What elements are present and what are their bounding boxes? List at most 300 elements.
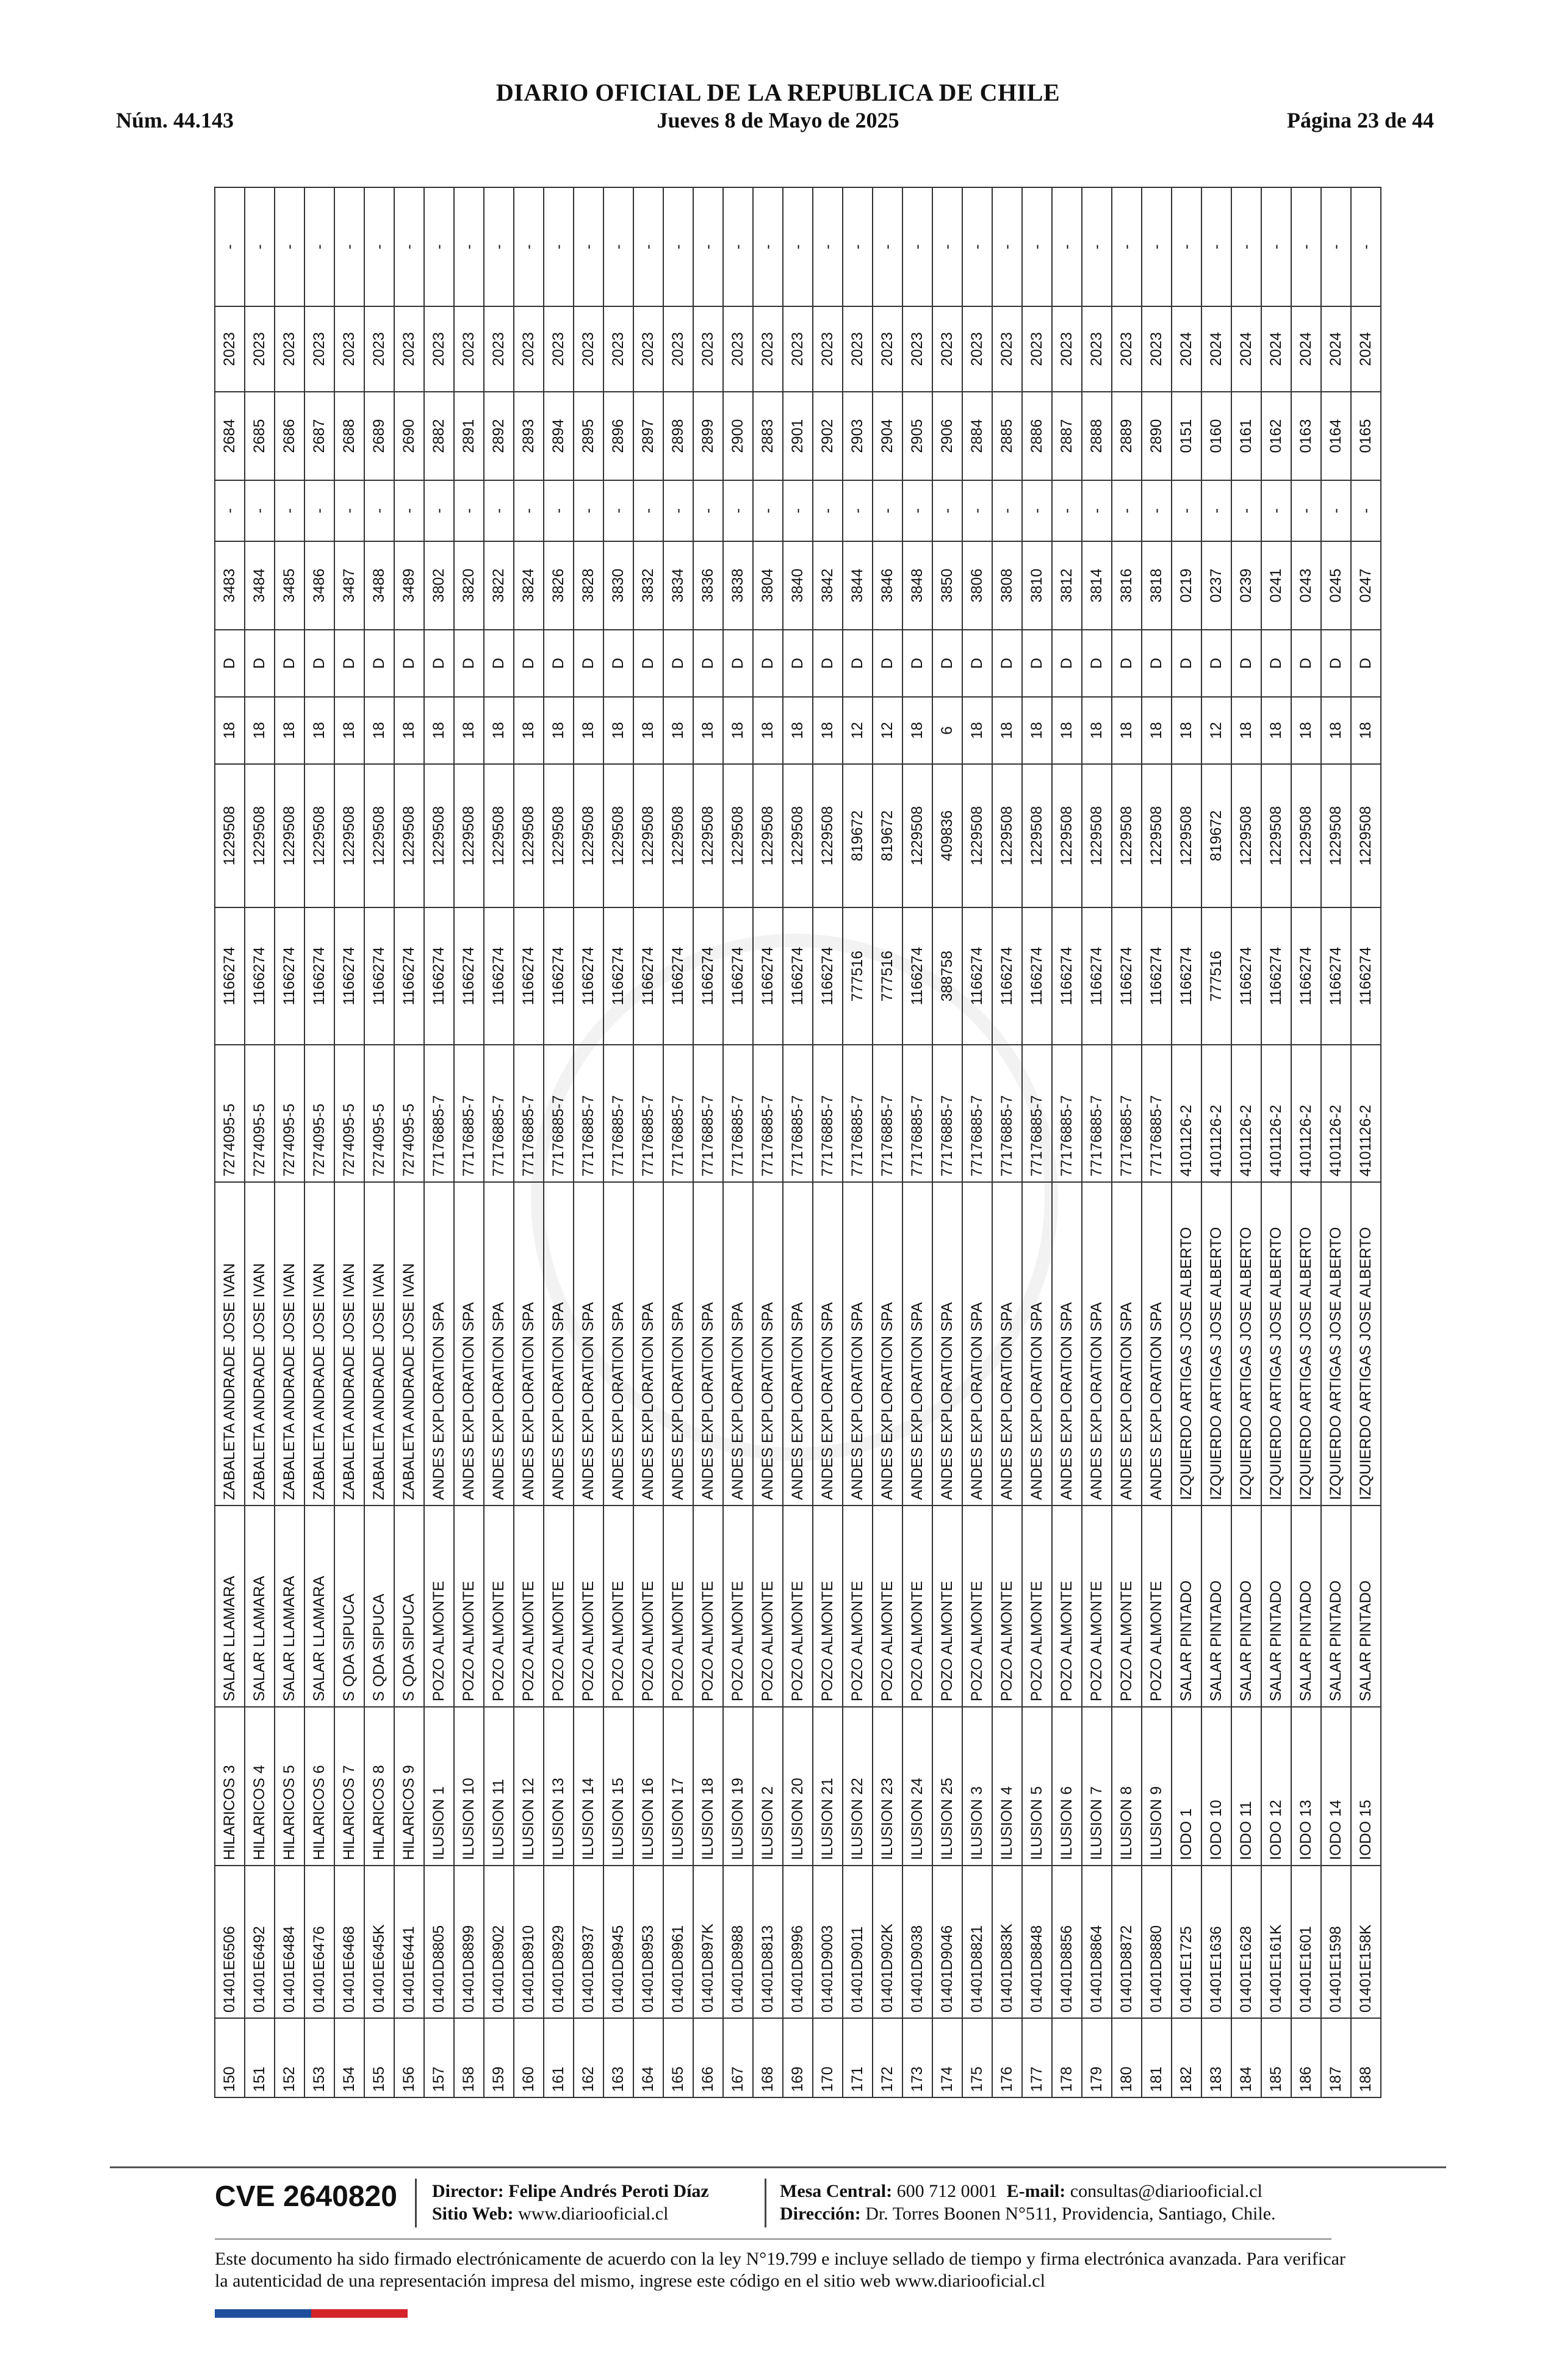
- table-cell-col-year: 2023: [544, 306, 574, 392]
- table-cell-col-dash: -: [633, 480, 663, 541]
- table-cell-owner-name: ZABALETA ANDRADE JOSE IVAN: [334, 1182, 364, 1506]
- table-cell-col-hectares: 18: [1231, 697, 1261, 764]
- table-cell-col-hectares: 18: [723, 697, 753, 764]
- table-cell-concession-name: IODO 15: [1351, 1707, 1381, 1866]
- table-cell-col-value-b: 1229508: [633, 764, 663, 907]
- table-cell-row-number: 184: [1231, 2018, 1261, 2097]
- table-cell-owner-rut: 77176885-7: [603, 1045, 633, 1182]
- table-cell-col-year: 2023: [813, 306, 843, 392]
- table-cell-col-number: 2894: [544, 392, 574, 480]
- table-cell-col-hectares: 18: [1112, 697, 1142, 764]
- table-cell-mining-code: 01401D9038: [902, 1866, 932, 2018]
- table-cell-owner-rut: 77176885-7: [813, 1045, 843, 1182]
- table-cell-locality: S QDA SIPUCA: [394, 1506, 424, 1707]
- table-cell-row-number: 161: [544, 2018, 574, 2097]
- registry-table: [214, 187, 1381, 2098]
- table-cell-row-number: 159: [484, 2018, 514, 2097]
- table-cell-col-hectares: 18: [364, 697, 394, 764]
- table-cell-mining-code: 01401D8848: [1022, 1866, 1052, 2018]
- table-cell-col-note: -: [514, 187, 544, 306]
- table-cell-col-value-a: 1166274: [1112, 907, 1142, 1045]
- table-cell-col-hectares: 18: [394, 697, 424, 764]
- table-cell-col-number: 2892: [484, 392, 514, 480]
- table-cell-col-value-a: 1166274: [693, 907, 723, 1045]
- table-cell-row-number: 181: [1142, 2018, 1172, 2097]
- table-cell-locality: POZO ALMONTE: [514, 1506, 544, 1707]
- table-cell-col-value-a: 1166274: [603, 907, 633, 1045]
- registry-table-rotated: [214, 188, 1374, 2098]
- table-cell-col-value-b: 1229508: [1052, 764, 1082, 907]
- table-cell-col-folio: 3812: [1052, 541, 1082, 630]
- table-cell-col-value-b: 1229508: [693, 764, 723, 907]
- table-cell-row-number: 187: [1321, 2018, 1351, 2097]
- table-cell-owner-name: ANDES EXPLORATION SPA: [962, 1182, 992, 1506]
- table-cell-col-type: D: [902, 630, 932, 697]
- table-cell-col-dash: -: [1022, 480, 1052, 541]
- table-cell-col-note: -: [1201, 187, 1231, 306]
- table-cell-owner-rut: 77176885-7: [663, 1045, 693, 1182]
- table-cell-col-number: 2901: [783, 392, 813, 480]
- table-cell-locality: POZO ALMONTE: [1142, 1506, 1172, 1707]
- table-cell-col-dash: -: [514, 480, 544, 541]
- table-cell-owner-name: ANDES EXPLORATION SPA: [633, 1182, 663, 1506]
- table-cell-locality: SALAR LLAMARA: [275, 1506, 304, 1707]
- table-cell-col-note: -: [753, 187, 783, 306]
- table-cell-col-number: 2690: [394, 392, 424, 480]
- table-cell-col-value-b: 1229508: [962, 764, 992, 907]
- table-cell-owner-name: ZABALETA ANDRADE JOSE IVAN: [275, 1182, 304, 1506]
- table-cell-col-year: 2023: [275, 306, 304, 392]
- table-cell-col-note: -: [394, 187, 424, 306]
- table-cell-col-hectares: 18: [1351, 697, 1381, 764]
- table-cell-col-hectares: 18: [424, 697, 454, 764]
- table-cell-col-note: -: [245, 187, 275, 306]
- table-cell-col-number: 2898: [663, 392, 693, 480]
- table-cell-col-value-a: 1166274: [813, 907, 843, 1045]
- table-cell-col-year: 2023: [693, 306, 723, 392]
- table-cell-col-folio: 3828: [574, 541, 603, 630]
- table-cell-col-type: D: [1231, 630, 1261, 697]
- table-cell-col-value-b: 1229508: [215, 764, 245, 907]
- table-cell-col-folio: 0237: [1201, 541, 1231, 630]
- table-cell-col-type: D: [484, 630, 514, 697]
- flag-red-segment: [311, 2309, 408, 2318]
- table-cell-concession-name: ILUSION 7: [1082, 1707, 1112, 1866]
- table-cell-col-value-a: 1166274: [484, 907, 514, 1045]
- table-cell-concession-name: IODO 1: [1172, 1707, 1201, 1866]
- website-link[interactable]: www.diariooficial.cl: [518, 2204, 669, 2224]
- table-cell-col-type: D: [783, 630, 813, 697]
- table-cell-col-note: -: [603, 187, 633, 306]
- table-cell-locality: SALAR PINTADO: [1172, 1506, 1201, 1707]
- table-cell-col-value-a: 1166274: [574, 907, 603, 1045]
- table-cell-locality: POZO ALMONTE: [424, 1506, 454, 1707]
- table-cell-col-value-b: 1229508: [454, 764, 484, 907]
- table-cell-locality: POZO ALMONTE: [843, 1506, 873, 1707]
- table-cell-col-type: D: [932, 630, 962, 697]
- table-cell-locality: POZO ALMONTE: [603, 1506, 633, 1707]
- table-cell-row-number: 158: [454, 2018, 484, 2097]
- table-cell-owner-name: ANDES EXPLORATION SPA: [693, 1182, 723, 1506]
- table-cell-col-hectares: 18: [753, 697, 783, 764]
- direccion-label: Dirección:: [780, 2204, 861, 2224]
- table-cell-col-year: 2023: [215, 306, 245, 392]
- table-cell-locality: SALAR LLAMARA: [304, 1506, 334, 1707]
- table-cell-col-dash: -: [1351, 480, 1381, 541]
- table-cell-col-note: -: [454, 187, 484, 306]
- table-cell-col-folio: 3806: [962, 541, 992, 630]
- table-cell-owner-name: ANDES EXPLORATION SPA: [902, 1182, 932, 1506]
- table-cell-col-folio: 3488: [364, 541, 394, 630]
- table-cell-owner-rut: 77176885-7: [633, 1045, 663, 1182]
- table-cell-owner-rut: 7274095-5: [215, 1045, 245, 1182]
- table-cell-mining-code: 01401E1636: [1201, 1866, 1231, 2018]
- table-cell-col-value-b: 1229508: [1261, 764, 1291, 907]
- table-cell-locality: S QDA SIPUCA: [334, 1506, 364, 1707]
- mesa-phone: 600 712 0001: [896, 2181, 998, 2201]
- table-cell-owner-name: ANDES EXPLORATION SPA: [663, 1182, 693, 1506]
- table-cell-owner-name: ANDES EXPLORATION SPA: [514, 1182, 544, 1506]
- table-cell-col-note: -: [1052, 187, 1082, 306]
- table-cell-col-year: 2023: [514, 306, 544, 392]
- table-cell-mining-code: 01401D883K: [992, 1866, 1022, 2018]
- table-cell-owner-rut: 77176885-7: [693, 1045, 723, 1182]
- table-row: [873, 187, 902, 2097]
- table-cell-col-hectares: 18: [1291, 697, 1321, 764]
- table-cell-col-value-b: 1229508: [1082, 764, 1112, 907]
- table-cell-col-value-a: 1166274: [1291, 907, 1321, 1045]
- table-cell-col-number: 2890: [1142, 392, 1172, 480]
- table-cell-col-value-b: 1229508: [1022, 764, 1052, 907]
- table-cell-col-value-a: 1166274: [544, 907, 574, 1045]
- table-cell-row-number: 173: [902, 2018, 932, 2097]
- table-cell-owner-rut: 77176885-7: [574, 1045, 603, 1182]
- table-cell-col-note: -: [1112, 187, 1142, 306]
- table-cell-mining-code: 01401E6484: [275, 1866, 304, 2018]
- table-cell-mining-code: 01401D8961: [663, 1866, 693, 2018]
- table-cell-concession-name: ILUSION 10: [454, 1707, 484, 1866]
- table-cell-col-dash: -: [873, 480, 902, 541]
- table-cell-col-value-a: 1166274: [304, 907, 334, 1045]
- table-cell-locality: POZO ALMONTE: [992, 1506, 1022, 1707]
- table-row: [574, 187, 603, 2097]
- table-cell-col-dash: -: [1082, 480, 1112, 541]
- table-cell-concession-name: ILUSION 5: [1022, 1707, 1052, 1866]
- publication-title: DIARIO OFICIAL DE LA REPUBLICA DE CHILE: [495, 79, 1061, 106]
- email-link[interactable]: consultas@diariooficial.cl: [1070, 2181, 1262, 2201]
- legal-notice: Este documento ha sido firmado electrónicamente de acuerdo con la ley N°19.799 e incluye sellado de tiempo y firma electrónica avanzada. Para verificar la autenticidad de una representación impresa del mismo, ingrese este código en el sitio web www.diariooficial.cl: [215, 2249, 1345, 2291]
- table-cell-col-dash: -: [843, 480, 873, 541]
- table-cell-row-number: 183: [1201, 2018, 1231, 2097]
- table-cell-owner-name: ZABALETA ANDRADE JOSE IVAN: [304, 1182, 334, 1506]
- table-cell-col-hectares: 18: [245, 697, 275, 764]
- table-cell-col-type: D: [1261, 630, 1291, 697]
- table-cell-row-number: 165: [663, 2018, 693, 2097]
- table-cell-col-year: 2023: [1112, 306, 1142, 392]
- table-cell-col-type: D: [1142, 630, 1172, 697]
- table-cell-col-folio: 0243: [1291, 541, 1321, 630]
- table-cell-col-folio: 0245: [1321, 541, 1351, 630]
- table-cell-col-dash: -: [1321, 480, 1351, 541]
- table-cell-row-number: 177: [1022, 2018, 1052, 2097]
- table-cell-mining-code: 01401E6506: [215, 1866, 245, 2018]
- table-cell-owner-rut: 77176885-7: [783, 1045, 813, 1182]
- table-cell-col-year: 2023: [1022, 306, 1052, 392]
- table-cell-col-dash: -: [992, 480, 1022, 541]
- table-cell-concession-name: IODO 14: [1321, 1707, 1351, 1866]
- table-cell-col-value-a: 1166274: [1082, 907, 1112, 1045]
- table-cell-col-year: 2023: [783, 306, 813, 392]
- table-cell-owner-rut: 7274095-5: [275, 1045, 304, 1182]
- table-cell-col-hectares: 18: [1261, 697, 1291, 764]
- issue-date: Jueves 8 de Mayo de 2025: [657, 108, 899, 132]
- table-cell-mining-code: 01401D8813: [753, 1866, 783, 2018]
- table-cell-locality: POZO ALMONTE: [1112, 1506, 1142, 1707]
- table-cell-owner-name: ANDES EXPLORATION SPA: [813, 1182, 843, 1506]
- table-cell-col-folio: 3489: [394, 541, 424, 630]
- table-cell-col-note: -: [424, 187, 454, 306]
- table-row: [932, 187, 962, 2097]
- table-cell-locality: POZO ALMONTE: [813, 1506, 843, 1707]
- table-cell-col-type: D: [334, 630, 364, 697]
- table-cell-col-value-b: 1229508: [334, 764, 364, 907]
- flag-stripe-icon: [215, 2309, 408, 2318]
- table-cell-col-hectares: 18: [663, 697, 693, 764]
- table-cell-row-number: 163: [603, 2018, 633, 2097]
- table-cell-col-hectares: 12: [873, 697, 902, 764]
- table-row: [1142, 187, 1172, 2097]
- table-cell-row-number: 182: [1172, 2018, 1201, 2097]
- table-cell-col-year: 2023: [603, 306, 633, 392]
- table-cell-mining-code: 01401E158K: [1351, 1866, 1381, 2018]
- table-cell-col-number: 0151: [1172, 392, 1201, 480]
- table-cell-col-note: -: [1142, 187, 1172, 306]
- table-cell-row-number: 171: [843, 2018, 873, 2097]
- table-cell-col-type: D: [1351, 630, 1381, 697]
- table-cell-concession-name: HILARICOS 5: [275, 1707, 304, 1866]
- table-cell-col-type: D: [723, 630, 753, 697]
- table-cell-col-year: 2024: [1231, 306, 1261, 392]
- table-cell-col-value-b: 1229508: [424, 764, 454, 907]
- table-cell-locality: POZO ALMONTE: [544, 1506, 574, 1707]
- table-cell-mining-code: 01401D9011: [843, 1866, 873, 2018]
- table-cell-col-dash: -: [574, 480, 603, 541]
- table-cell-concession-name: IODO 13: [1291, 1707, 1321, 1866]
- table-cell-col-number: 0161: [1231, 392, 1261, 480]
- table-cell-mining-code: 01401D9046: [932, 1866, 962, 2018]
- table-row: [1022, 187, 1052, 2097]
- table-cell-col-dash: -: [275, 480, 304, 541]
- table-cell-owner-name: ANDES EXPLORATION SPA: [424, 1182, 454, 1506]
- table-cell-col-number: 0160: [1201, 392, 1231, 480]
- table-row: [514, 187, 544, 2097]
- table-cell-row-number: 172: [873, 2018, 902, 2097]
- table-cell-col-value-b: 1229508: [574, 764, 603, 907]
- table-cell-col-note: -: [902, 187, 932, 306]
- table-cell-col-number: 2896: [603, 392, 633, 480]
- table-cell-locality: POZO ALMONTE: [1052, 1506, 1082, 1707]
- table-cell-col-dash: -: [783, 480, 813, 541]
- table-cell-col-hectares: 18: [574, 697, 603, 764]
- table-cell-col-value-a: 1166274: [334, 907, 364, 1045]
- table-cell-concession-name: HILARICOS 4: [245, 1707, 275, 1866]
- table-cell-col-number: 2688: [334, 392, 364, 480]
- table-cell-col-note: -: [574, 187, 603, 306]
- table-cell-col-dash: -: [813, 480, 843, 541]
- table-cell-owner-rut: 77176885-7: [1142, 1045, 1172, 1182]
- table-cell-col-number: 0165: [1351, 392, 1381, 480]
- table-cell-col-hectares: 18: [693, 697, 723, 764]
- table-cell-col-dash: -: [1112, 480, 1142, 541]
- table-cell-col-number: 2902: [813, 392, 843, 480]
- table-cell-col-folio: 3814: [1082, 541, 1112, 630]
- table-cell-col-value-b: 1229508: [902, 764, 932, 907]
- table-row: [783, 187, 813, 2097]
- table-cell-col-year: 2023: [723, 306, 753, 392]
- table-cell-col-value-b: 1229508: [1321, 764, 1351, 907]
- table-cell-col-dash: -: [1231, 480, 1261, 541]
- table-cell-col-note: -: [992, 187, 1022, 306]
- table-cell-col-value-b: 1229508: [783, 764, 813, 907]
- table-cell-col-dash: -: [723, 480, 753, 541]
- table-cell-col-value-b: 1229508: [364, 764, 394, 907]
- table-cell-col-type: D: [1291, 630, 1321, 697]
- table-cell-owner-name: ANDES EXPLORATION SPA: [753, 1182, 783, 1506]
- table-row: [1291, 187, 1321, 2097]
- table-cell-owner-name: ANDES EXPLORATION SPA: [454, 1182, 484, 1506]
- table-cell-owner-name: IZQUIERDO ARTIGAS JOSE ALBERTO: [1201, 1182, 1231, 1506]
- table-row: [753, 187, 783, 2097]
- table-cell-concession-name: ILUSION 17: [663, 1707, 693, 1866]
- table-cell-locality: POZO ALMONTE: [873, 1506, 902, 1707]
- table-cell-col-year: 2024: [1321, 306, 1351, 392]
- table-cell-col-value-b: 1229508: [484, 764, 514, 907]
- table-cell-col-value-a: 1166274: [1052, 907, 1082, 1045]
- table-cell-col-number: 0164: [1321, 392, 1351, 480]
- table-cell-col-number: 2886: [1022, 392, 1052, 480]
- table-cell-col-value-a: 1166274: [514, 907, 544, 1045]
- address-line: [780, 2204, 1276, 2224]
- table-cell-mining-code: 01401D8805: [424, 1866, 454, 2018]
- table-cell-col-hectares: 18: [1022, 697, 1052, 764]
- table-row: [843, 187, 873, 2097]
- table-cell-col-note: -: [364, 187, 394, 306]
- table-cell-row-number: 155: [364, 2018, 394, 2097]
- table-cell-col-hectares: 18: [304, 697, 334, 764]
- table-cell-row-number: 180: [1112, 2018, 1142, 2097]
- table-cell-col-number: 2685: [245, 392, 275, 480]
- table-cell-owner-name: ANDES EXPLORATION SPA: [783, 1182, 813, 1506]
- table-cell-locality: POZO ALMONTE: [574, 1506, 603, 1707]
- table-cell-col-year: 2024: [1351, 306, 1381, 392]
- table-cell-owner-rut: 7274095-5: [304, 1045, 334, 1182]
- table-cell-locality: S QDA SIPUCA: [364, 1506, 394, 1707]
- table-cell-col-year: 2024: [1172, 306, 1201, 392]
- table-cell-owner-rut: 77176885-7: [484, 1045, 514, 1182]
- address-text: Dr. Torres Boonen N°511, Providencia, Santiago, Chile.: [865, 2204, 1276, 2224]
- table-cell-concession-name: HILARICOS 7: [334, 1707, 364, 1866]
- table-cell-col-year: 2023: [873, 306, 902, 392]
- table-cell-col-folio: 0239: [1231, 541, 1261, 630]
- table-cell-concession-name: ILUSION 15: [603, 1707, 633, 1866]
- table-cell-col-type: D: [1082, 630, 1112, 697]
- table-cell-col-note: -: [1351, 187, 1381, 306]
- table-cell-col-dash: -: [1291, 480, 1321, 541]
- table-cell-col-dash: -: [1172, 480, 1201, 541]
- table-cell-mining-code: 01401D8864: [1082, 1866, 1112, 2018]
- table-cell-col-folio: 3485: [275, 541, 304, 630]
- table-cell-col-note: -: [1261, 187, 1291, 306]
- table-cell-col-number: 2889: [1112, 392, 1142, 480]
- table-cell-col-value-a: 1166274: [1321, 907, 1351, 1045]
- table-cell-col-hectares: 12: [843, 697, 873, 764]
- table-cell-col-value-b: 1229508: [723, 764, 753, 907]
- table-cell-col-number: 0163: [1291, 392, 1321, 480]
- table-cell-col-type: D: [215, 630, 245, 697]
- table-row: [394, 187, 424, 2097]
- table-cell-col-type: D: [1172, 630, 1201, 697]
- table-cell-col-value-b: 1229508: [1291, 764, 1321, 907]
- table-cell-col-value-a: 1166274: [1142, 907, 1172, 1045]
- table-cell-col-folio: 3804: [753, 541, 783, 630]
- table-cell-col-year: 2023: [962, 306, 992, 392]
- table-cell-col-note: -: [1231, 187, 1261, 306]
- table-cell-concession-name: ILUSION 12: [514, 1707, 544, 1866]
- table-cell-col-year: 2023: [364, 306, 394, 392]
- table-cell-col-type: D: [364, 630, 394, 697]
- table-cell-col-note: -: [1082, 187, 1112, 306]
- table-cell-col-value-b: 819672: [843, 764, 873, 907]
- table-cell-col-type: D: [693, 630, 723, 697]
- table-cell-owner-rut: 77176885-7: [544, 1045, 574, 1182]
- table-cell-col-note: -: [723, 187, 753, 306]
- table-cell-col-hectares: 18: [1052, 697, 1082, 764]
- table-cell-col-folio: 3838: [723, 541, 753, 630]
- table-cell-col-number: 2891: [454, 392, 484, 480]
- table-cell-col-note: -: [873, 187, 902, 306]
- table-cell-row-number: 175: [962, 2018, 992, 2097]
- table-cell-owner-rut: 77176885-7: [843, 1045, 873, 1182]
- table-cell-col-hectares: 18: [544, 697, 574, 764]
- table-row: [1112, 187, 1142, 2097]
- table-cell-owner-name: ANDES EXPLORATION SPA: [484, 1182, 514, 1506]
- table-cell-col-year: 2023: [1142, 306, 1172, 392]
- table-cell-row-number: 164: [633, 2018, 663, 2097]
- table-cell-row-number: 156: [394, 2018, 424, 2097]
- table-cell-row-number: 179: [1082, 2018, 1112, 2097]
- table-cell-col-dash: -: [304, 480, 334, 541]
- table-row: [603, 187, 633, 2097]
- table-cell-col-number: 2887: [1052, 392, 1082, 480]
- table-cell-col-year: 2023: [574, 306, 603, 392]
- table-cell-col-hectares: 18: [813, 697, 843, 764]
- table-cell-col-type: D: [1201, 630, 1231, 697]
- table-cell-col-folio: 3840: [783, 541, 813, 630]
- table-cell-concession-name: HILARICOS 8: [364, 1707, 394, 1866]
- table-cell-concession-name: ILUSION 22: [843, 1707, 873, 1866]
- table-cell-col-dash: -: [454, 480, 484, 541]
- table-cell-col-value-b: 1229508: [813, 764, 843, 907]
- table-cell-col-value-a: 1166274: [723, 907, 753, 1045]
- table-cell-col-type: D: [424, 630, 454, 697]
- table-cell-col-value-b: 1229508: [304, 764, 334, 907]
- table-cell-col-hectares: 18: [514, 697, 544, 764]
- table-cell-col-type: D: [633, 630, 663, 697]
- table-cell-col-value-a: 1166274: [663, 907, 693, 1045]
- table-cell-row-number: 167: [723, 2018, 753, 2097]
- table-cell-col-folio: 3816: [1112, 541, 1142, 630]
- table-cell-owner-name: ANDES EXPLORATION SPA: [544, 1182, 574, 1506]
